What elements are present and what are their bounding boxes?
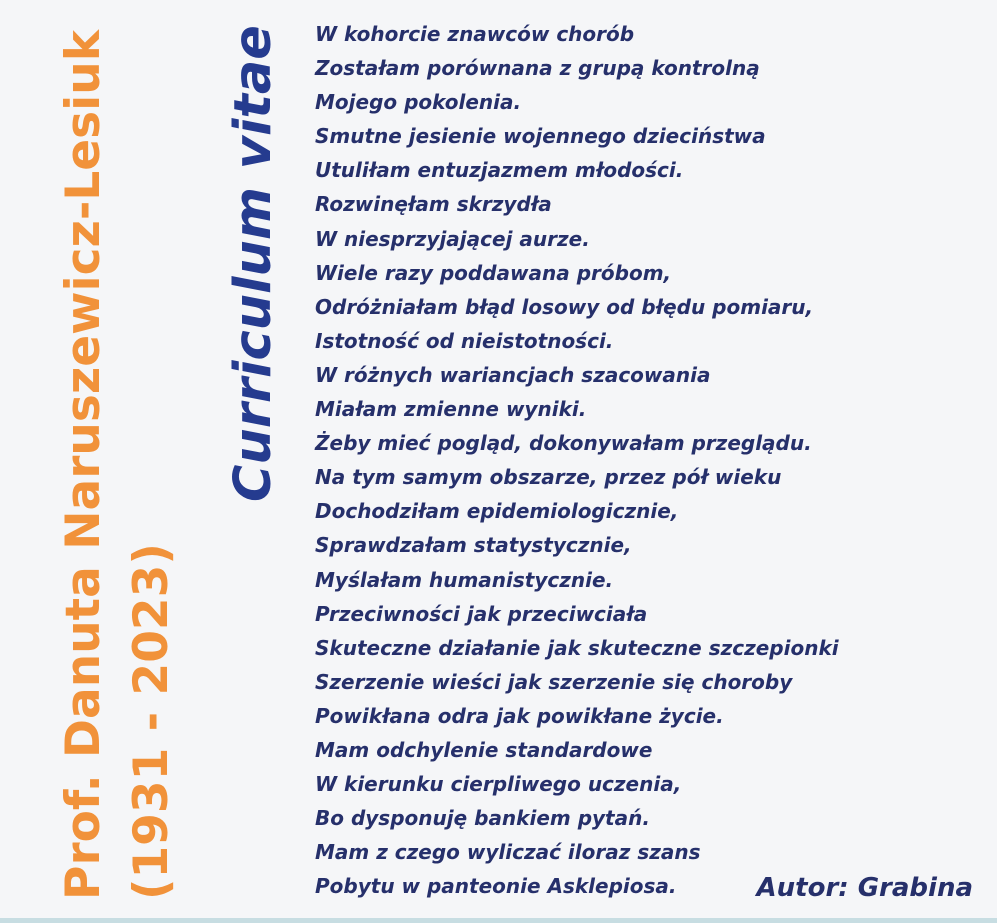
poem-line: Mam odchylenie standardowe: [315, 737, 653, 762]
poem-line: Bo dysponuję bankiem pytań.: [315, 806, 650, 831]
poem-line: Wiele razy poddawana próbom,: [315, 260, 672, 285]
poem-line: Dochodziłam epidemiologicznie,: [315, 499, 679, 524]
poem-line: Rozwinęłam skrzydła: [315, 192, 552, 217]
poem-line: Smutne jesienie wojennego dzieciństwa: [315, 124, 766, 149]
poem-line: Przeciwności jak przeciwciała: [315, 601, 648, 626]
poem-body: [315, 17, 839, 903]
poem-line: W niesprzyjającej aurze.: [315, 226, 590, 251]
poem-line: Miałam zmienne wyniki.: [315, 397, 587, 422]
bottom-divider: [0, 918, 997, 923]
poem-line: Powikłana odra jak powikłane życie.: [315, 703, 724, 728]
poem-line: Szerzenie wieści jak szerzenie się choroby: [315, 669, 793, 694]
poem-line: Myślałam humanistycznie.: [315, 567, 614, 592]
poem-line: Mam z czego wyliczać iloraz szans: [315, 840, 701, 865]
poem-line: W kierunku cierpliwego uczenia,: [315, 772, 682, 797]
author-name-title: Prof. Danuta Naruszewicz-Lesiuk: [56, 30, 111, 900]
poem-line: Na tym samym obszarze, przez pół wieku: [315, 465, 782, 490]
poem-line: Utuliłam entuzjazmem młodości.: [315, 158, 684, 183]
poem-line: Skuteczne działanie jak skuteczne szczepionki: [315, 635, 839, 660]
poem-line: Istotność od nieistotności.: [315, 328, 614, 353]
poem-line: Mojego pokolenia.: [315, 90, 522, 115]
author-credit: Autor: Grabina: [756, 873, 973, 903]
poem-line: Pobytu w panteonie Asklepiosa.: [315, 874, 677, 899]
poem-line: Żeby mieć pogląd, dokonywałam przeglądu.: [315, 431, 812, 456]
poem-title: Curriculum vitae: [224, 25, 283, 502]
life-dates: (1931 - 2023): [124, 543, 179, 900]
poem-line: Zostałam porównana z grupą kontrolną: [315, 56, 760, 81]
poem-line: Odróżniałam błąd losowy od błędu pomiaru,: [315, 294, 814, 319]
poem-line: W różnych wariancjach szacowania: [315, 362, 711, 387]
poem-line: Sprawdzałam statystycznie,: [315, 533, 632, 558]
poem-line: W kohorcie znawców chorób: [315, 22, 635, 46]
